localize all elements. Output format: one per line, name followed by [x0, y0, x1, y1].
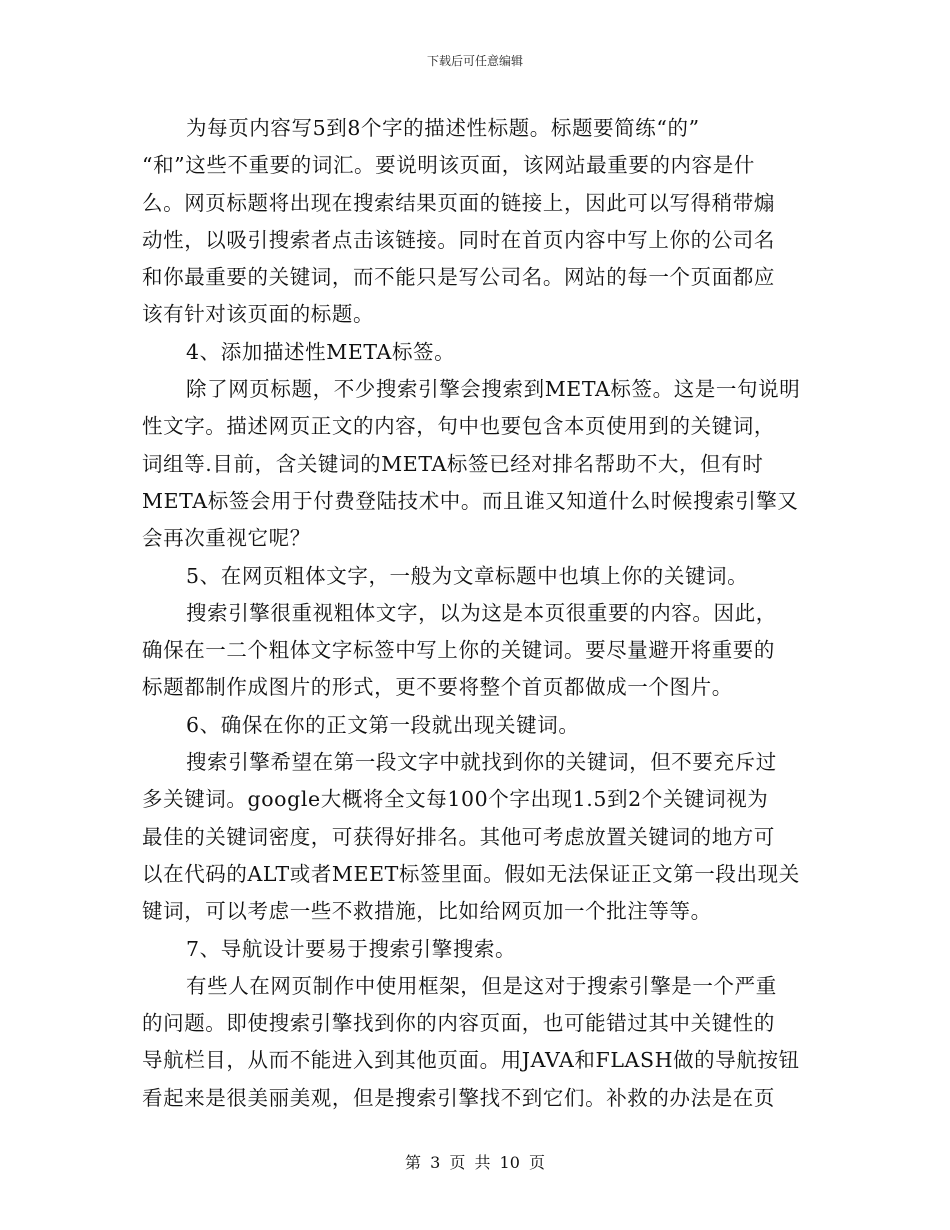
text-line: 4、添加描述性META标签。 — [186, 339, 456, 364]
text-line: 搜索引擎很重视粗体文字，以为这是本页很重要的内容。因此， — [186, 600, 777, 625]
text-line: 多关键词。google大概将全文每100个字出现1.5到2个关键词视为 — [142, 787, 769, 812]
text-line: 么。网页标题将出现在搜索结果页面的链接上，因此可以写得稍带煽 — [142, 190, 775, 215]
text-line: 的问题。即使搜索引擎找到你的内容页面，也可能错过其中关键性的 — [142, 1011, 775, 1036]
text-line: META标签会用于付费登陆技术中。而且谁又知道什么时候搜索引擎又 — [142, 488, 799, 513]
text-line: 看起来是很美丽美观，但是搜索引擎找不到它们。补救的办法是在页 — [142, 1085, 775, 1110]
text-line: 确保在一二个粗体文字标签中写上你的关键词。要尽量避开将重要的 — [142, 638, 775, 663]
text-line: 标题都制作成图片的形式，更不要将整个首页都做成一个图片。 — [142, 675, 733, 700]
text-line: 6、确保在你的正文第一段就出现关键词。 — [186, 712, 580, 737]
text-line: 以在代码的ALT或者MEET标签里面。假如无法保证正文第一段出现关 — [142, 861, 800, 886]
page-header: 下载后可任意编辑 — [426, 54, 523, 68]
text-line: 导航栏目，从而不能进入到其他页面。用JAVA和FLASH做的导航按钮 — [142, 1048, 800, 1073]
text-line: 有些人在网页制作中使用框架，但是这对于搜索引擎是一个严重 — [186, 973, 777, 998]
document-body — [142, 110, 810, 1117]
text-line: 会再次重视它呢？ — [142, 526, 311, 551]
text-line: 性文字。描述网页正文的内容，句中也要包含本页使用到的关键词， — [142, 414, 775, 439]
text-line: 5、在网页粗体文字，一般为文章标题中也填上你的关键词。 — [186, 563, 749, 588]
text-line: 该有针对该页面的标题。 — [142, 302, 375, 327]
text-line: 词组等.目前，含关键词的META标签已经对排名帮助不大，但有时 — [142, 451, 764, 476]
text-line: 除了网页标题，不少搜索引擎会搜索到META标签。这是一句说明 — [186, 377, 801, 402]
text-line: 动性，以吸引搜索者点击该链接。同时在首页内容中写上你的公司名 — [142, 227, 775, 252]
text-line: “和”这些不重要的词汇。要说明该页面，该网站最重要的内容是什 — [142, 153, 755, 178]
text-line: 7、导航设计要易于搜索引擎搜索。 — [186, 936, 517, 961]
page-number-footer: 第 3 页 共 10 页 — [405, 1153, 545, 1172]
text-line: 键词，可以考虑一些不救措施，比如给网页加一个批注等等。 — [142, 899, 712, 924]
text-line: 为每页内容写5到8个字的描述性标题。标题要简练“的” — [186, 116, 700, 140]
text-line: 最佳的关键词密度，可获得好排名。其他可考虑放置关键词的地方可 — [142, 824, 775, 849]
text-line: 和你最重要的关键词，而不能只是写公司名。网站的每一个页面都应 — [142, 265, 775, 290]
text-line: 搜索引擎希望在第一段文字中就找到你的关键词，但不要充斥过 — [186, 750, 777, 775]
